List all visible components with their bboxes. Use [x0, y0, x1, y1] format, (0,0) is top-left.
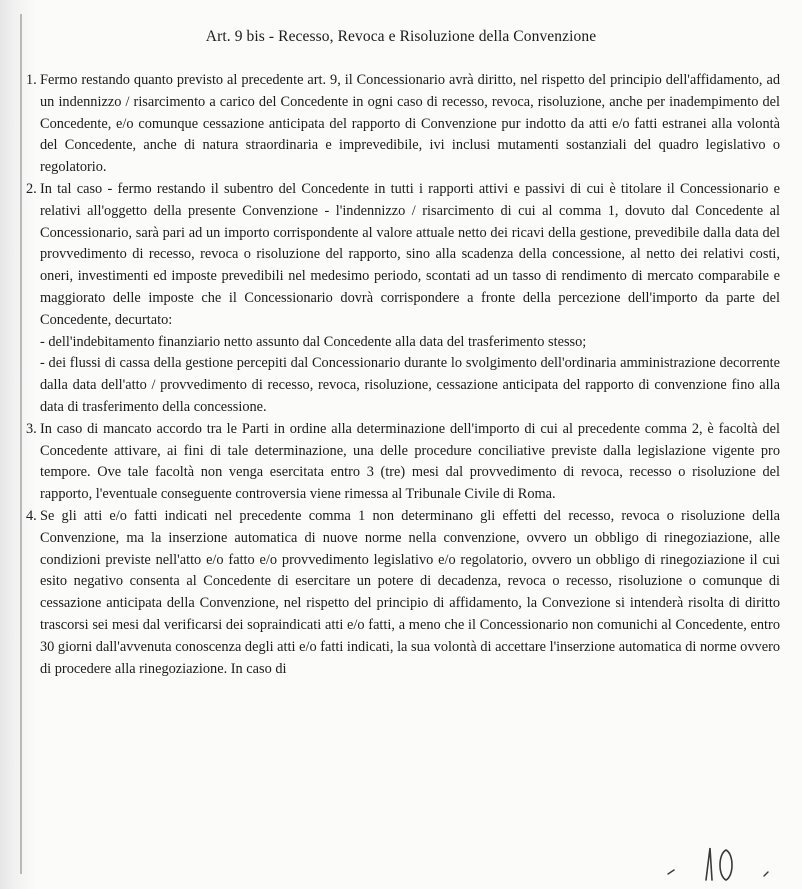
- scan-edge-line: [20, 14, 22, 874]
- item-text: [40, 70, 780, 179]
- item-number: 4.: [26, 507, 37, 524]
- paragraph: Se gli atti e/o fatti indicati nel precedente comma 1 non determinano gli effetti del recesso, revoca o risoluzione della Convenzione, ma la inserzione automatica di nuove norme nella convenzione, ovvero un obbligo di rinegoziazione, alle condizioni previste nell'atto e/o fatto e/o provvedimento legislativo e/o regolatorio, ovvero un obbligo di rinegoziazione il cui esito negativo consenta al Concedente di esercitare un potere di decadenza, revoca o recesso, risoluzione o comunque di cessazione anticipata della Convenzione, nel rispetto del principio di affidamento, la Convezione si intenderà risolta di diritto trascorsi sei mesi dal verificarsi dei sopraindicati atti e/o fatti, a meno che il Concessionario non comunichi al Concedente, entro 30 giorni dall'avvenuta conoscenza degli atti e/o fatti indicati, la sua volontà di accettare l'inserzione automatica di norme ovvero di procedere alla rinegoziazione. In caso di: [40, 507, 781, 677]
- paragraph: Fermo restando quanto previsto al precedente art. 9, il Concessionario avrà diritto, nel rispetto del principio dell'affidamento, ad un indennizzo / risarcimento a carico del Concedente in ogni caso di recesso, revoca, risoluzione, anche per inadempimento del Concedente, e/o comunque cessazione anticipata del rapporto di Convenzione pur indotto da atti e/o fatti estranei alla volontà del Concedente, anche di natura straordinaria e imprevedibile, ivi inclusi mutamenti sostanziali del quadro legislativo o regolatorio.: [40, 72, 780, 176]
- item-number: 1.: [26, 72, 37, 88]
- article-item-4: [26, 506, 780, 680]
- article-item-2: [26, 179, 780, 419]
- paragraph: - dell'indebitamento finanziario netto assunto dal Concedente alla data del trasferimento stesso;: [40, 333, 587, 350]
- handwritten-page-mark: [660, 836, 780, 886]
- item-text: [40, 419, 780, 506]
- article-item-3: [26, 419, 780, 506]
- article-item-1: [26, 70, 780, 179]
- item-number: 3.: [26, 420, 37, 437]
- item-number: 2.: [26, 180, 37, 197]
- article-title: Art. 9 bis - Recesso, Revoca e Risoluzione della Convenzione: [205, 28, 597, 45]
- article-body: [26, 70, 780, 680]
- paragraph: In tal caso - fermo restando il subentro del Concedente in tutti i rapporti attivi e passivi di cui è titolare il Concessionario e relativi all'oggetto della presente Convenzione - l'indennizzo / risarcimento di cui al comma 1, dovuto dal Concedente al Concessionario, sarà pari ad un importo corrispondente al valore attuale netto dei ricavi della gestione, prevedibile dalla data del provvedimento di recesso, revoca o risoluzione del rapporto, sino alla scadenza della concessione, al netto dei relativi costi, oneri, investimenti ed imposte prevedibili nel medesimo periodo, scontati ad un tasso di rendimento di mercato comparabile e maggiorato delle imposte che il Concessionario dovrà corrispondere a fronte della percezione dell'importo da parte del Concedente, decurtato:: [40, 180, 780, 328]
- item-text: [40, 506, 780, 680]
- paragraph: In caso di mancato accordo tra le Parti in ordine alla determinazione dell'importo di cui al precedente comma 2, è facoltà del Concedente attivare, ai fini di tale determinazione, una delle procedure conciliative previste dalla legislazione vigente pro tempore. Ove tale facoltà non venga esercitata entro 3 (tre) mesi dal provvedimento di revoca, recesso o risoluzione del rapporto, l'eventuale conseguente controversia viene rimessa al Tribunale Civile di Roma.: [40, 420, 780, 503]
- item-text: [40, 179, 780, 419]
- paragraph: - dei flussi di cassa della gestione percepiti dal Concessionario durante lo svolgimento dell'ordinaria amministrazione decorrente dalla data dell'atto / provvedimento di recesso, revoca, risoluzione, cessazione anticipata del rapporto di convenzione fino alla data di trasferimento della concessione.: [40, 355, 780, 415]
